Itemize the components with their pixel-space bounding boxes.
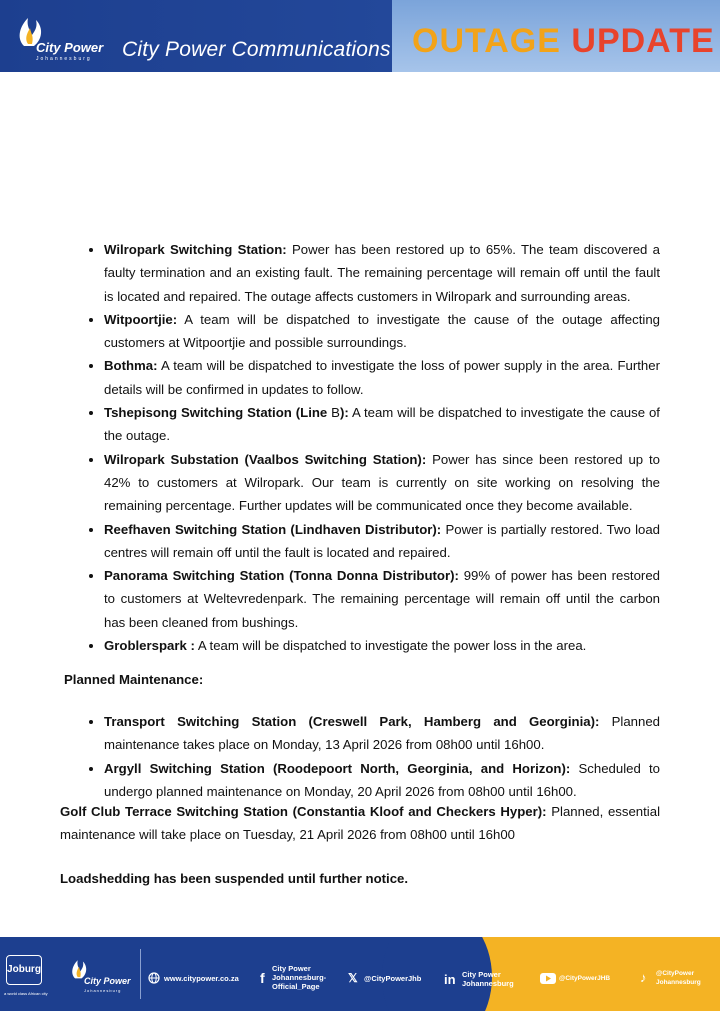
golf-club-paragraph: Golf Club Terrace Switching Station (Constantia Kloof and Checkers Hyper): Planned, essential maintenance will take place on Tuesday, 21 April 2026 from 08h00 until 16h00	[60, 804, 660, 843]
loadshedding-notice: Loadshedding has been suspended until further notice.	[60, 871, 409, 886]
list-item: • Wilropark Substation (Vaalbos Switching Station): Power has since been restored up to 42% to customers at Wilropark. Our team is currently on site working on resolving the remaining percentage. Further updates will be communicated once they become available.	[104, 448, 660, 518]
footer-bar	[0, 937, 720, 1011]
list-item: • Panorama Switching Station (Tonna Donna Distributor): 99% of power has been restored to customers at Weltevredenpark. The remaining percentage will remain off until the carbon has been cleaned from bushings.	[104, 564, 660, 634]
footer-logo-text: City Power	[84, 976, 131, 986]
logo-text: City Power	[36, 40, 104, 55]
x-link[interactable]: @CityPowerJhb	[364, 974, 422, 983]
joburg-logo: Joburg	[6, 955, 42, 985]
linkedin-link[interactable]: City Power Johannesburg	[462, 970, 514, 988]
banner-title	[412, 22, 715, 61]
list-item: • Argyll Switching Station (Roodepoort North, Georginia, and Horizon): Scheduled to undergo planned maintenance on Monday, 20 April 2026 from 08h00 until 16h00.	[104, 757, 660, 804]
globe-icon	[148, 972, 160, 984]
header-bar	[0, 0, 720, 72]
list-item: • Wilropark Switching Station: Power has been restored up to 65%. The team discovered a faulty termination and an existing fault. The remaining percentage will remain off until the fault is located and repaired. The outage affects customers in Wilropark and surrounding areas.	[104, 238, 660, 308]
banner-word-outage: OUTAGE	[412, 22, 561, 60]
list-item: • Groblerspark : A team will be dispatched to investigate the power loss in the area.	[104, 634, 660, 657]
list-item: • Bothma: A team will be dispatched to investigate the loss of power supply in the area. Further details will be confirmed in updates to follow.	[104, 354, 660, 401]
youtube-link[interactable]: @CityPowerJHB	[559, 975, 611, 982]
website-link[interactable]: www.citypower.co.za	[164, 974, 239, 983]
facebook-link[interactable]: City Power Johannesburg- Official_Page	[272, 964, 327, 991]
list-item: • Witpoortjie: A team will be dispatched to investigate the cause of the outage affecting customers at Witpoortjie and possible surroundings.	[104, 308, 660, 355]
footer-divider	[140, 949, 141, 999]
footer-city-power-logo	[66, 955, 146, 999]
joburg-tagline: a world class African city	[4, 991, 48, 996]
logo-subtext: Johannesburg	[36, 56, 92, 62]
tiktok-link[interactable]: @CityPower Johannesburg	[656, 970, 701, 986]
linkedin-icon: in	[444, 972, 456, 987]
banner-word-update: UPDATE	[571, 22, 715, 60]
list-item: • Transport Switching Station (Creswell Park, Hamberg and Georginia): Planned maintenance takes place on Monday, 13 April 2026 from 08h00 until 16h00.	[104, 710, 660, 757]
facebook-icon: f	[260, 970, 265, 986]
list-item: • Reefhaven Switching Station (Lindhaven Distributor): Power is partially restored. Two load centres will remain off until the fault is located and repaired.	[104, 518, 660, 565]
list-item: • Tshepisong Switching Station (Line B): A team will be dispatched to investigate the cause of the outage.	[104, 401, 660, 448]
youtube-icon	[540, 973, 556, 984]
outage-list	[62, 238, 660, 657]
header-title: City Power Communications	[122, 38, 391, 61]
x-icon: 𝕏	[348, 971, 358, 985]
footer-logo-subtext: Johannesburg	[84, 988, 122, 993]
planned-maintenance-heading: Planned Maintenance:	[64, 672, 204, 687]
city-power-logo	[10, 10, 110, 66]
planned-maintenance-list	[62, 710, 660, 803]
tiktok-icon: ♪	[640, 970, 647, 985]
